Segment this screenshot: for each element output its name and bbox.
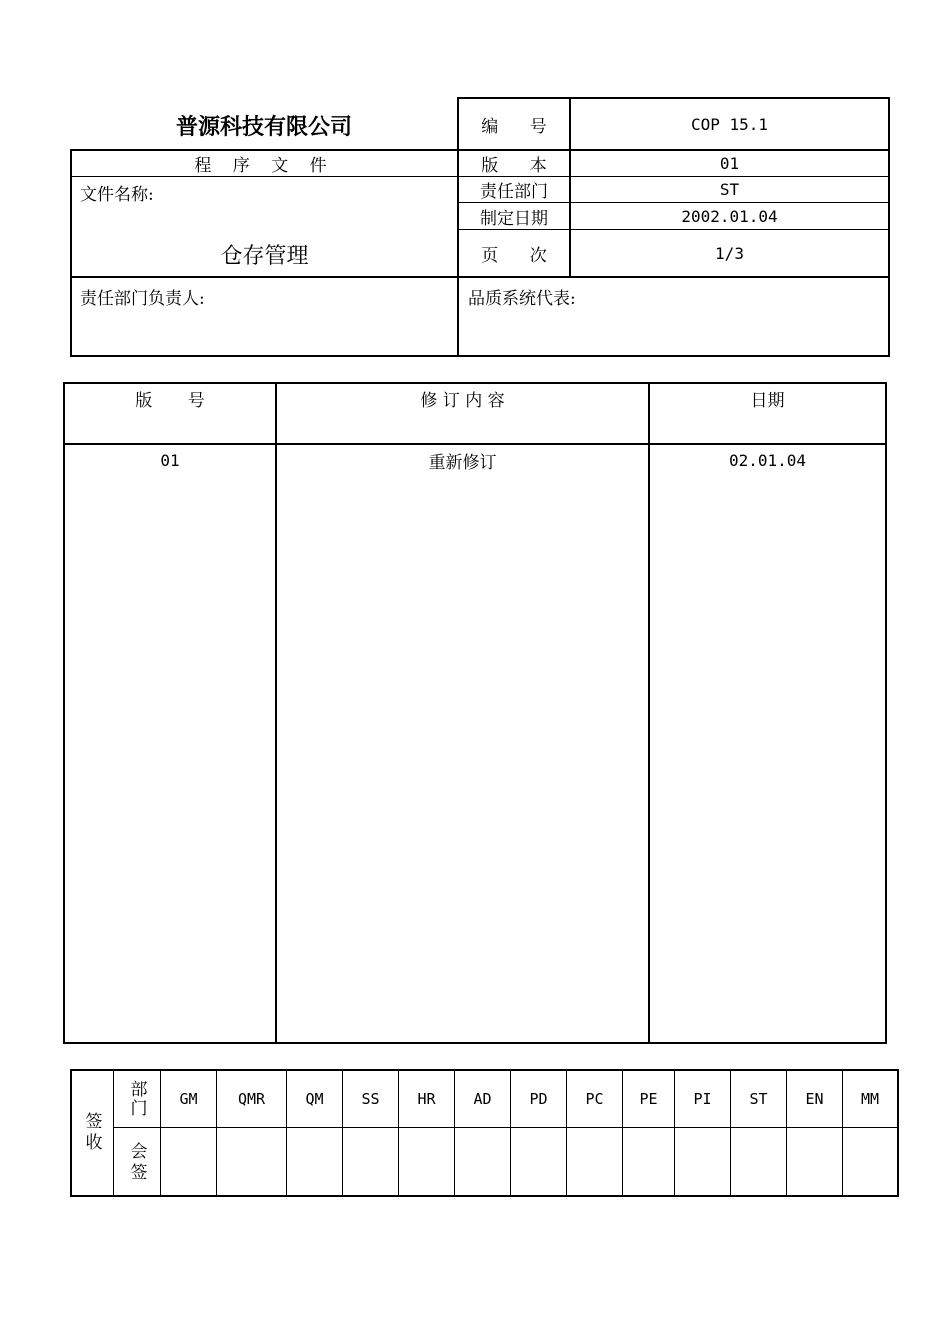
dept-cell-ss: SS [361, 1090, 380, 1108]
company-name: 普源科技有限公司 [175, 113, 352, 140]
countersign-cell-ss[interactable] [343, 1128, 398, 1195]
field-label-date: 制定日期 [480, 208, 548, 229]
countersign-cell-pi[interactable] [675, 1128, 730, 1195]
file-title: 仓存管理 [220, 243, 309, 269]
col-header-content: 修 订 内 容 [420, 390, 505, 411]
countersign-cell-pe[interactable] [623, 1128, 674, 1195]
doc-type: 程 序 文 件 [194, 156, 335, 176]
dept-cell-ad: AD [473, 1090, 492, 1108]
field-label-number: 编 号 [481, 116, 547, 137]
file-name-label: 文件名称: [80, 185, 154, 205]
dept-cell-gm: GM [179, 1090, 198, 1108]
countersign-cell-pc[interactable] [567, 1128, 622, 1195]
field-label-page: 页 次 [481, 245, 547, 266]
field-value-date: 2002.01.04 [681, 206, 778, 226]
field-value-dept: ST [719, 180, 740, 199]
countersign-label: 会签 [126, 1142, 147, 1184]
col-header-date: 日期 [750, 390, 785, 411]
countersign-cell-qm[interactable] [287, 1128, 342, 1195]
quality-rep-label: 品质系统代表: [468, 289, 576, 309]
field-value-version: 01 [719, 154, 740, 173]
dept-cell-pe: PE [639, 1090, 658, 1108]
dept-cell-pd: PD [529, 1090, 548, 1108]
field-value-number: COP 15.1 [690, 114, 769, 134]
dept-label: 部门 [126, 1080, 147, 1118]
dept-cell-pi: PI [693, 1090, 712, 1108]
countersign-cell-pd[interactable] [511, 1128, 566, 1195]
dept-cell-st: ST [749, 1090, 768, 1108]
field-label-dept: 责任部门 [480, 182, 548, 202]
countersign-cell-ad[interactable] [455, 1128, 510, 1195]
countersign-cell-gm[interactable] [161, 1128, 216, 1195]
field-label-version: 版 本 [481, 156, 547, 176]
responsible-head-label: 责任部门负责人: [80, 289, 205, 309]
row-date: 02.01.04 [728, 450, 807, 470]
dept-cell-qm: QM [305, 1090, 324, 1108]
countersign-cell-mm[interactable] [843, 1128, 897, 1195]
dept-cell-en: EN [805, 1090, 824, 1108]
countersign-cell-en[interactable] [787, 1128, 842, 1195]
dept-cell-mm: MM [860, 1090, 880, 1108]
row-version: 01 [160, 450, 180, 470]
countersign-cell-hr[interactable] [399, 1128, 454, 1195]
dept-cell-pc: PC [585, 1090, 604, 1108]
dept-cell-hr: HR [417, 1090, 436, 1108]
row-content: 重新修订 [428, 452, 497, 473]
col-header-version: 版 号 [135, 390, 205, 411]
field-value-page: 1/3 [715, 243, 744, 263]
countersign-cell-st[interactable] [731, 1128, 786, 1195]
countersign-cell-qmr[interactable] [217, 1128, 286, 1195]
sign-label: 签收 [81, 1112, 102, 1154]
dept-cell-qmr: QMR [237, 1090, 266, 1108]
